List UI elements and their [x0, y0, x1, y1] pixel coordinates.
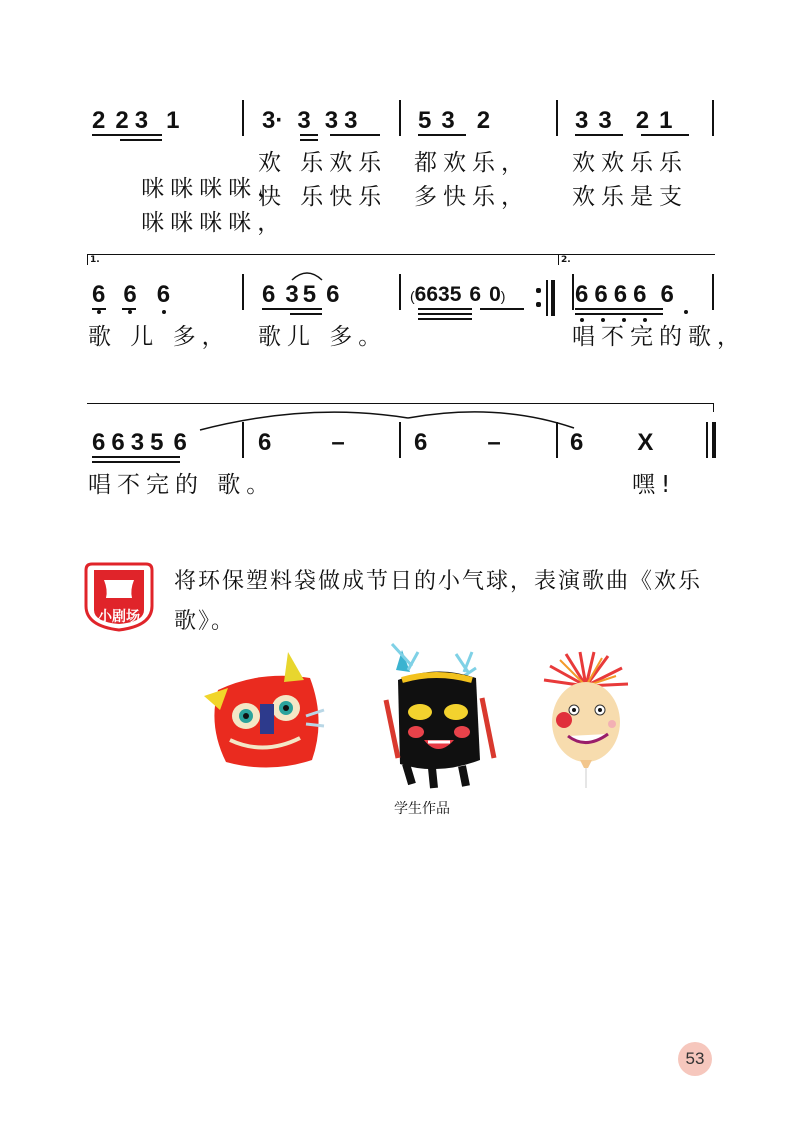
slur-mark [290, 268, 324, 282]
measure-11-notes: 6 – [414, 429, 501, 456]
measure-8-notes: 6 6 6 6 6 [575, 281, 674, 308]
measure-12-notes: 6 X [570, 429, 654, 456]
theater-badge [84, 560, 154, 632]
measure-9-notes: 6 6 3 5 6 [92, 429, 187, 456]
repeat-sign [536, 280, 558, 316]
measure-10-notes: 6 – [258, 429, 345, 456]
measure-3-notes: 5 3 2 [418, 107, 491, 134]
volta-1-label: 1. [90, 255, 100, 265]
volta-2-bracket [558, 254, 715, 265]
volta-2-label: 2. [561, 255, 571, 265]
red-cat-mask-image [200, 650, 330, 780]
measure-1-notes: 2 2 3 1 [92, 107, 180, 134]
theater-instruction: 将环保塑料袋做成节日的小气球，表演歌曲《欢乐 歌》。 [174, 569, 703, 634]
artwork-caption: 学生作品 [394, 801, 450, 817]
clown-balloon-image [536, 650, 636, 790]
lyrics-line-1: 咪咪咪咪， [141, 176, 287, 202]
black-monster-mask-image [372, 640, 502, 790]
volta-1-bracket [87, 254, 558, 265]
measure-5-notes: 6 6 6 [92, 281, 171, 308]
tie-mark [198, 408, 578, 432]
lyrics-row-3: 唱不完的 歌。 [88, 472, 276, 498]
page-number: 53 [678, 1042, 712, 1076]
measure-6-notes: 6 3 5 6 [262, 281, 340, 308]
lyrics-row-2: 歌 儿 多， [88, 324, 231, 350]
lyrics-line-2: 咪咪咪咪， [141, 210, 287, 236]
measure-7-notes: (6635 6 0) [410, 283, 506, 306]
measure-4-notes: 3 3 2 1 [575, 107, 673, 134]
measure-2-notes: 3· 3 3 3 [262, 107, 358, 134]
theater-badge-label: 小剧场 [98, 609, 140, 625]
